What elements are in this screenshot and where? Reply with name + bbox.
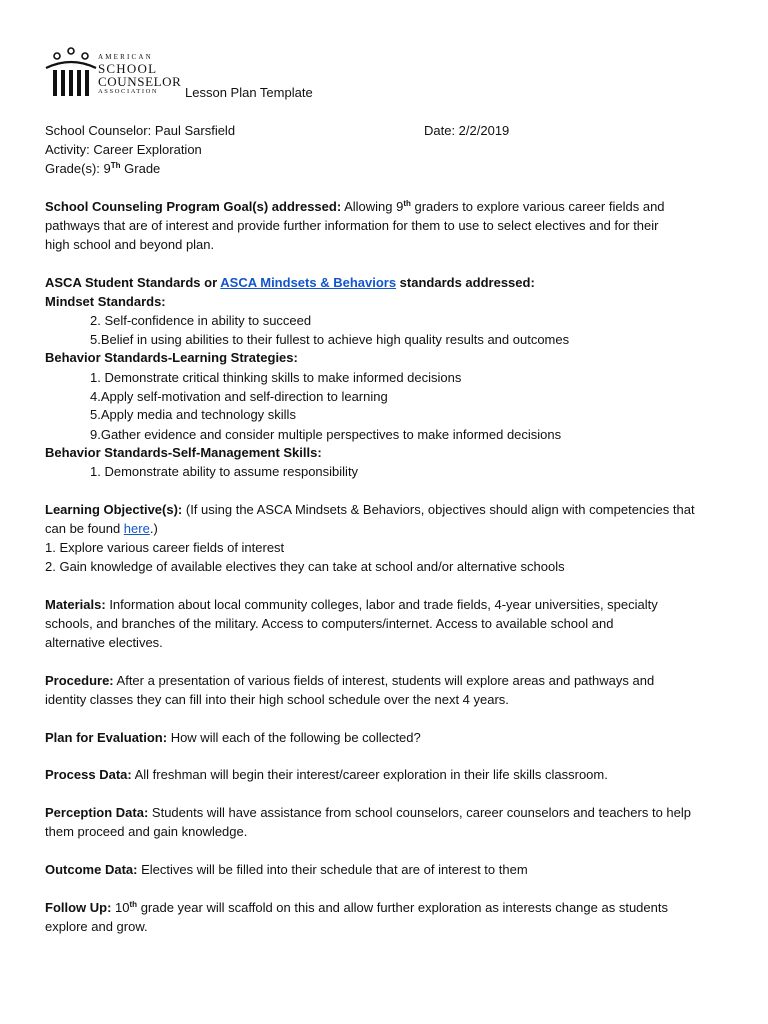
standards-heading-b: standards addressed: bbox=[396, 275, 535, 290]
grade-sup: Th bbox=[110, 161, 121, 170]
grade-line bbox=[45, 159, 728, 178]
logo-line-4: ASSOCIATION bbox=[98, 88, 159, 95]
perception-text: Students will have assistance from school counselors, career counselors and teachers to help bbox=[148, 805, 691, 820]
mindset-label: Mindset Standards: bbox=[45, 294, 166, 309]
outcome-label: Outcome Data: bbox=[45, 862, 138, 877]
objectives-line-2 bbox=[45, 519, 728, 538]
asca-logo bbox=[44, 46, 184, 100]
procedure-line-1 bbox=[45, 671, 728, 690]
goal-text-a: Allowing 9 bbox=[341, 199, 404, 214]
procedure-line-2: identity classes they can fill into their high school schedule over the next 4 years. bbox=[45, 692, 509, 707]
learning-item: 1. Demonstrate critical thinking skills to make informed decisions bbox=[90, 370, 462, 385]
goal-label: School Counseling Program Goal(s) addressed: bbox=[45, 199, 342, 214]
objectives-line-1 bbox=[45, 500, 728, 519]
materials-label: Materials: bbox=[45, 597, 106, 612]
perception-label: Perception Data: bbox=[45, 805, 149, 820]
perception-line-2: them proceed and gain knowledge. bbox=[45, 824, 248, 839]
evaluation-line bbox=[45, 728, 728, 747]
followup-text-b: grade year will scaffold on this and allow further exploration as interests change as students bbox=[137, 900, 668, 915]
logo-line-3: COUNSELOR bbox=[98, 74, 182, 89]
self-management-label: Behavior Standards-Self-Management Skills: bbox=[45, 445, 322, 460]
outcome-line bbox=[45, 860, 728, 879]
grade-prefix: Grade(s): 9 bbox=[45, 161, 111, 176]
mindset-item: 2. Self-confidence in ability to succeed bbox=[90, 313, 312, 328]
self-management-item: 1. Demonstrate ability to assume responsibility bbox=[90, 464, 359, 479]
materials-line-1 bbox=[45, 595, 728, 614]
logo-line-1: AMERICAN bbox=[98, 53, 153, 61]
goal-line-3: high school and beyond plan. bbox=[45, 237, 215, 252]
standards-heading bbox=[45, 273, 728, 292]
learning-strategies-label: Behavior Standards-Learning Strategies: bbox=[45, 350, 298, 365]
procedure-text: After a presentation of various fields of interest, students will explore areas and pathways and bbox=[113, 673, 655, 688]
objective-item: 1. Explore various career fields of interest bbox=[45, 540, 285, 555]
counselor-line: School Counselor: Paul Sarsfield bbox=[45, 123, 236, 138]
learning-item: 4.Apply self-motivation and self-direction to learning bbox=[90, 389, 388, 404]
perception-line-1 bbox=[45, 803, 728, 822]
process-line bbox=[45, 765, 728, 784]
goal-line-1 bbox=[45, 197, 728, 216]
objective-item: 2. Gain knowledge of available electives they can take at school and/or alternative schools bbox=[45, 559, 565, 574]
outcome-text: Electives will be filled into their schedule that are of interest to them bbox=[137, 862, 528, 877]
goal-sup: th bbox=[403, 199, 411, 208]
evaluation-text: How will each of the following be collected? bbox=[167, 730, 421, 745]
date-line: Date: 2/2/2019 bbox=[424, 123, 510, 138]
standards-heading-a: ASCA Student Standards or bbox=[45, 275, 221, 290]
grade-suffix: Grade bbox=[120, 161, 161, 176]
template-title: Lesson Plan Template bbox=[185, 85, 313, 100]
asca-columns-icon bbox=[44, 46, 98, 100]
here-link[interactable]: here bbox=[123, 521, 150, 536]
asca-mindsets-link[interactable]: ASCA Mindsets & Behaviors bbox=[220, 275, 397, 290]
followup-line-1 bbox=[45, 898, 728, 917]
goal-line-2: pathways that are of interest and provide further information for them to use to select electives and for their bbox=[45, 218, 659, 233]
process-text: All freshman will begin their interest/career exploration in their life skills classroom. bbox=[131, 767, 608, 782]
followup-sup: th bbox=[129, 900, 138, 909]
objectives-text: (If using the ASCA Mindsets & Behaviors, objectives should align with competencies that bbox=[182, 502, 695, 517]
objectives-line2-b: .) bbox=[149, 521, 158, 536]
materials-line-3: alternative electives. bbox=[45, 635, 163, 650]
evaluation-label: Plan for Evaluation: bbox=[45, 730, 168, 745]
goal-text-b: graders to explore various career fields and bbox=[410, 199, 665, 214]
learning-item: 9.Gather evidence and consider multiple perspectives to make informed decisions bbox=[90, 427, 562, 442]
materials-text: Information about local community colleges, labor and trade fields, 4-year universities, specialty bbox=[105, 597, 658, 612]
mindset-item: 5.Belief in using abilities to their fullest to achieve high quality results and outcomes bbox=[90, 332, 570, 347]
logo-line-2: SCHOOL bbox=[98, 61, 158, 76]
process-label: Process Data: bbox=[45, 767, 132, 782]
procedure-label: Procedure: bbox=[45, 673, 114, 688]
followup-text-a: 10 bbox=[111, 900, 130, 915]
learning-item: 5.Apply media and technology skills bbox=[90, 407, 296, 422]
objectives-line2-a: can be found bbox=[45, 521, 124, 536]
followup-line-2: explore and grow. bbox=[45, 919, 148, 934]
followup-label: Follow Up: bbox=[45, 900, 112, 915]
activity-line: Activity: Career Exploration bbox=[45, 142, 202, 157]
materials-line-2: schools, and branches of the military. Access to computers/internet. Access to available school and bbox=[45, 616, 614, 631]
objectives-label: Learning Objective(s): bbox=[45, 502, 183, 517]
